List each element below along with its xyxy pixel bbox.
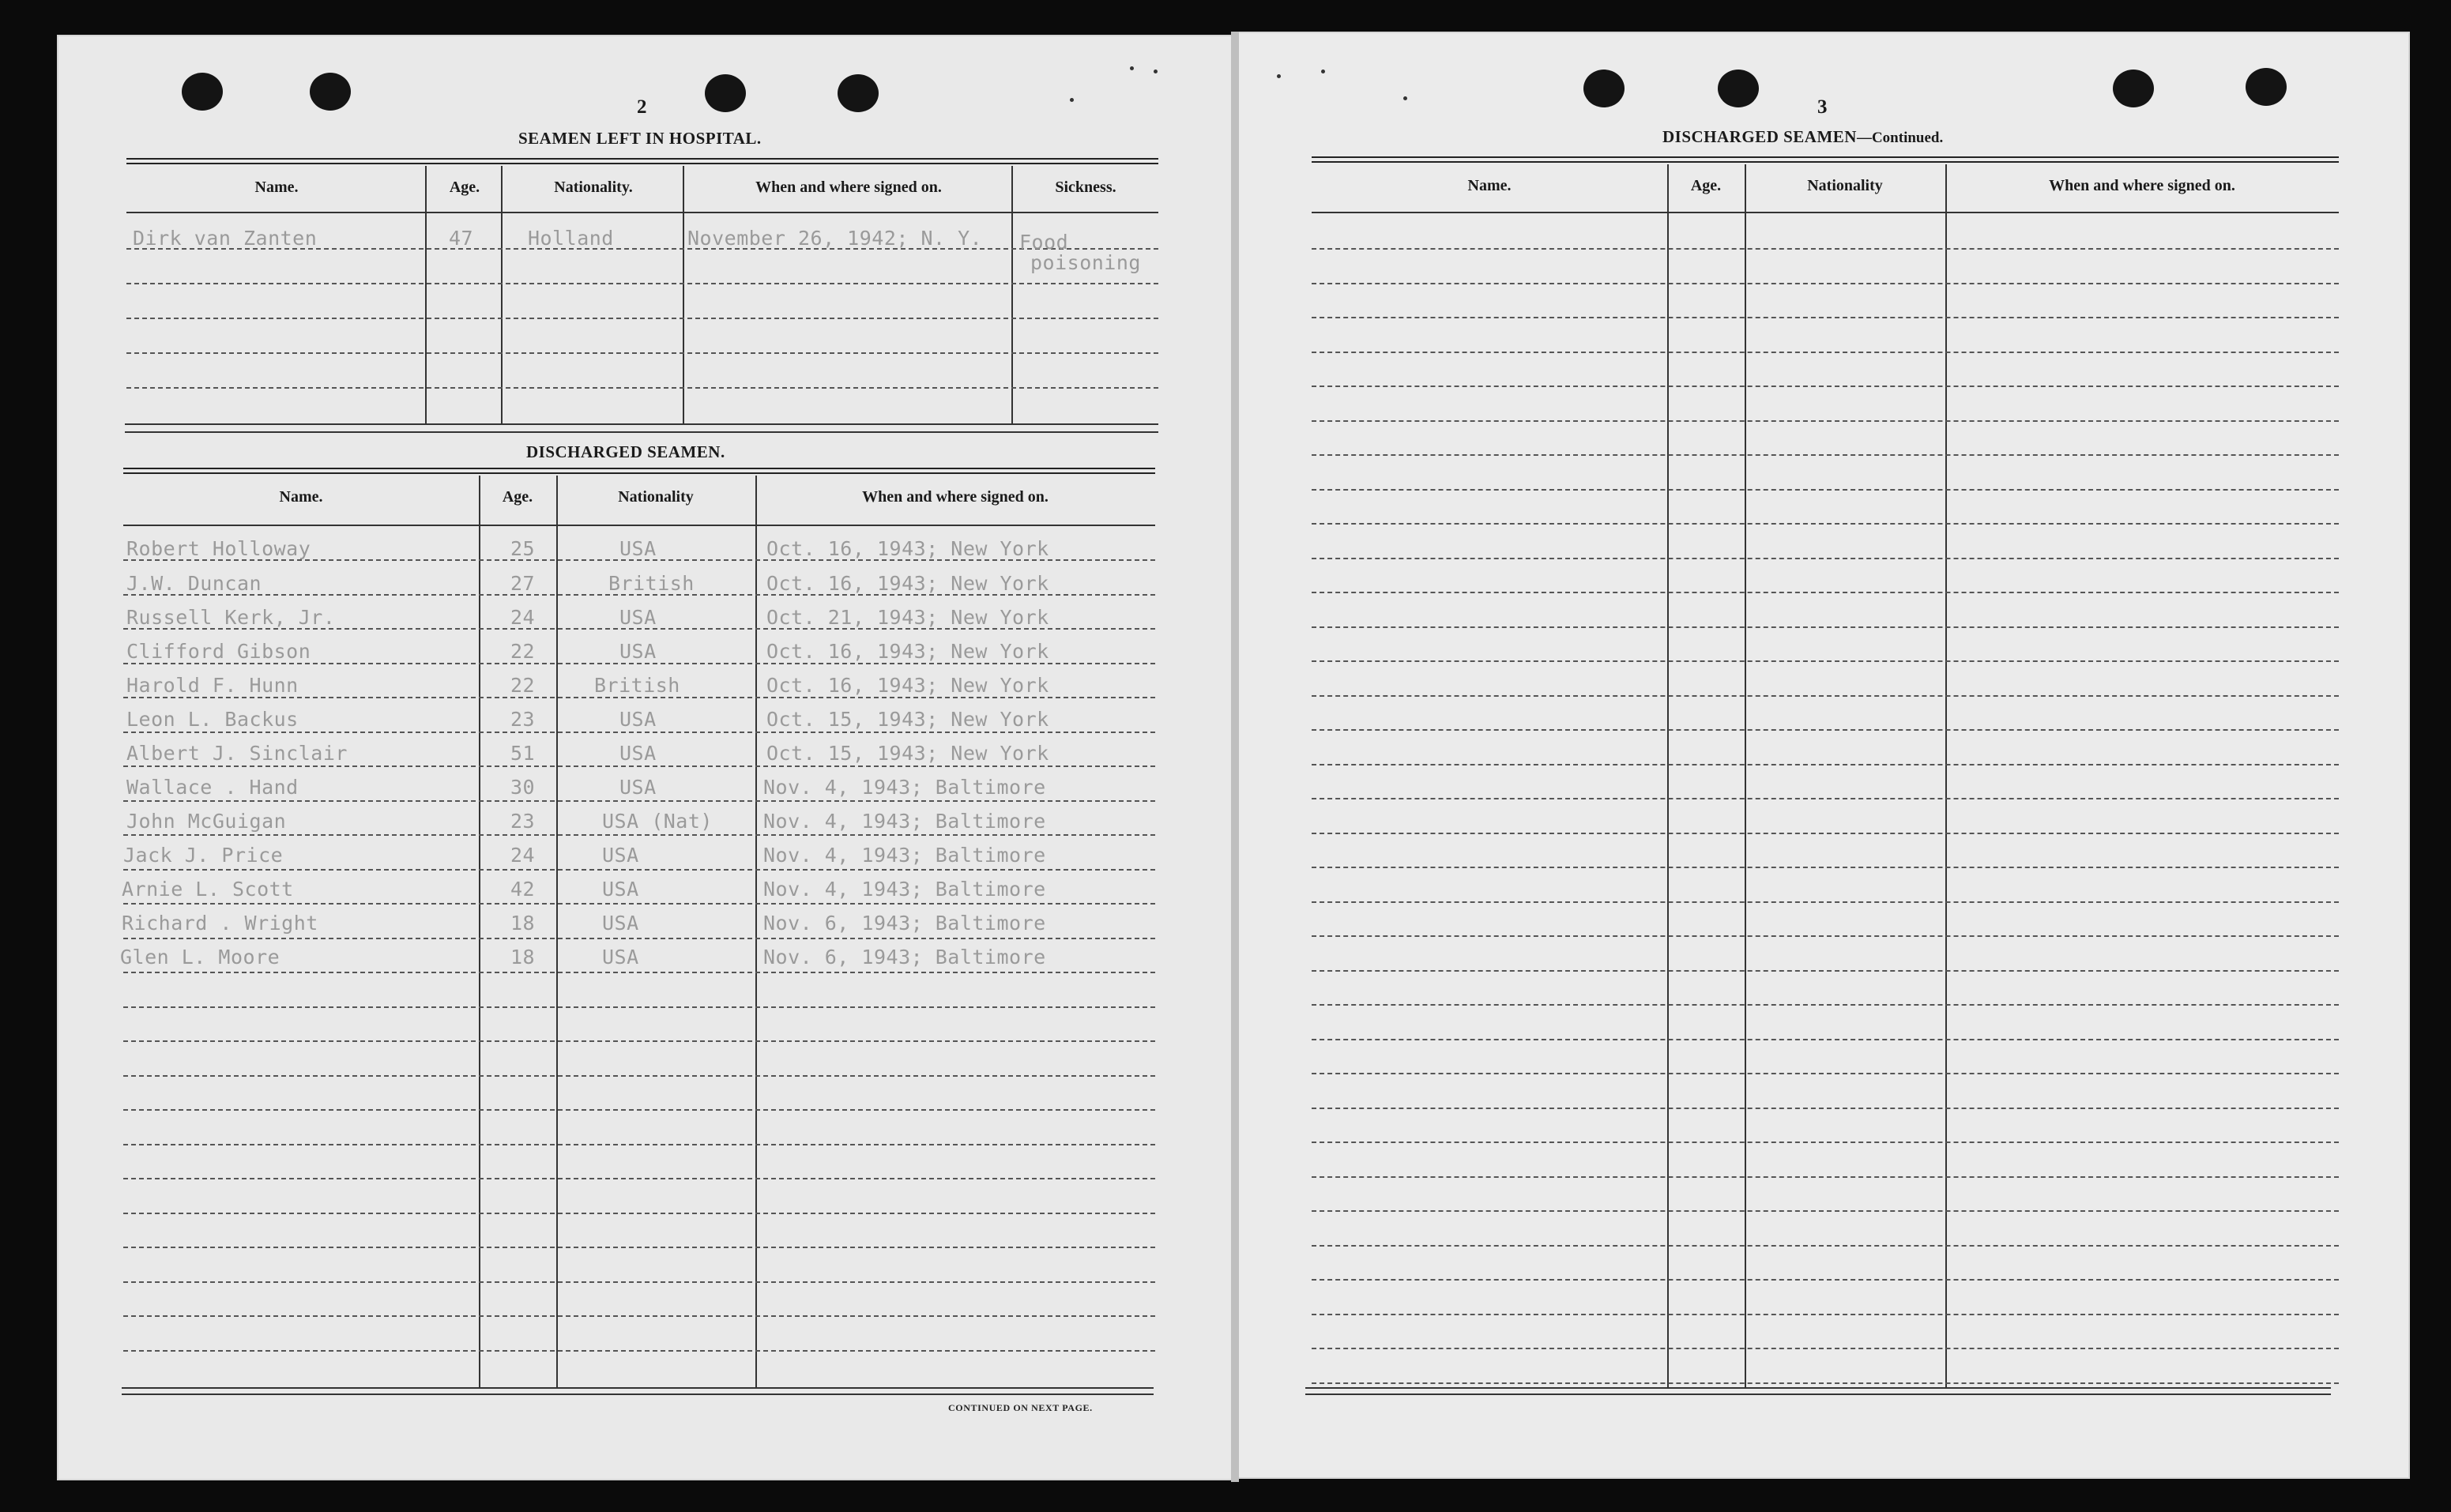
row-rule bbox=[1312, 420, 2339, 422]
row-rule bbox=[1312, 626, 2339, 628]
row-rule bbox=[123, 903, 1155, 905]
discharged-name: Clifford Gibson bbox=[126, 640, 311, 663]
right-header-rule bbox=[1312, 212, 2339, 213]
row-rule bbox=[1312, 386, 2339, 387]
page-gutter bbox=[1231, 32, 1239, 1482]
discharged-signed-on: Nov. 4, 1943; Baltimore bbox=[763, 878, 1046, 901]
continued-footer: CONTINUED ON NEXT PAGE. bbox=[948, 1402, 1093, 1413]
right-top-rule bbox=[1312, 156, 2339, 163]
discharged-age: 24 bbox=[510, 606, 536, 629]
discharged-title: DISCHARGED SEAMEN. bbox=[526, 442, 725, 461]
row-rule bbox=[126, 318, 1158, 319]
discharged-name: Jack J. Price bbox=[123, 844, 284, 867]
discharged-top-rule bbox=[125, 431, 1158, 433]
hospital-col-signed-on: When and where signed on. bbox=[755, 179, 942, 196]
discharged-name: Arnie L. Scott bbox=[122, 878, 294, 901]
discharged-name: Richard . Wright bbox=[122, 912, 318, 935]
discharged-signed-on: Oct. 16, 1943; New York bbox=[766, 640, 1049, 663]
discharged-nationality: USA bbox=[619, 742, 657, 765]
row-rule bbox=[1312, 558, 2339, 559]
hospital-top-rule bbox=[126, 158, 1158, 164]
row-rule bbox=[126, 387, 1158, 389]
row-rule bbox=[123, 1213, 1155, 1214]
discharged-signed-on: Oct. 15, 1943; New York bbox=[766, 742, 1049, 765]
row-rule bbox=[123, 1178, 1155, 1179]
discharged-col-age: Age. bbox=[502, 488, 533, 506]
punch-hole bbox=[182, 73, 223, 111]
discharged-age: 23 bbox=[510, 708, 536, 731]
discharged-bottom-rule bbox=[122, 1387, 1154, 1389]
row-rule bbox=[1312, 1039, 2339, 1040]
discharged-name: Leon L. Backus bbox=[126, 708, 299, 731]
discharged-nationality: USA bbox=[602, 912, 639, 935]
discharged-nationality: USA (Nat) bbox=[602, 810, 713, 833]
row-rule bbox=[123, 732, 1155, 733]
discharged-col-name: Name. bbox=[279, 488, 323, 506]
discharged-signed-on: Nov. 6, 1943; Baltimore bbox=[763, 912, 1046, 935]
discharged-nationality: British bbox=[594, 674, 680, 697]
discharged-age: 22 bbox=[510, 640, 536, 663]
discharged-nationality: USA bbox=[619, 606, 657, 629]
row-rule bbox=[123, 972, 1155, 973]
row-rule bbox=[123, 697, 1155, 698]
discharged-col-nationality: Nationality bbox=[618, 488, 694, 506]
discharged-age: 22 bbox=[510, 674, 536, 697]
row-rule bbox=[123, 1315, 1155, 1317]
row-rule bbox=[123, 1075, 1155, 1077]
speck bbox=[1403, 96, 1407, 100]
hospital-col-divider bbox=[425, 166, 427, 425]
row-rule bbox=[1312, 283, 2339, 284]
discharged-nationality: USA bbox=[602, 844, 639, 867]
discharged-age: 30 bbox=[510, 776, 536, 799]
row-rule bbox=[1312, 1245, 2339, 1247]
punch-hole bbox=[705, 74, 746, 112]
discharged-nationality: USA bbox=[619, 776, 657, 799]
right-col-divider bbox=[1745, 164, 1746, 1387]
discharged-name: Glen L. Moore bbox=[120, 946, 280, 969]
discharged-age: 27 bbox=[510, 572, 536, 595]
discharged-name: J.W. Duncan bbox=[126, 572, 262, 595]
discharged-col-divider bbox=[479, 476, 480, 1389]
right-bottom-rule bbox=[1305, 1387, 2331, 1389]
discharged-age: 23 bbox=[510, 810, 536, 833]
row-rule bbox=[1312, 935, 2339, 937]
discharged-signed-on: Oct. 21, 1943; New York bbox=[766, 606, 1049, 629]
row-rule bbox=[123, 1040, 1155, 1042]
row-rule bbox=[123, 834, 1155, 836]
hospital-title: SEAMEN LEFT IN HOSPITAL. bbox=[518, 129, 762, 148]
row-rule bbox=[1312, 1279, 2339, 1281]
discharged-col-divider bbox=[755, 476, 757, 1389]
discharged-signed-on: Oct. 15, 1943; New York bbox=[766, 708, 1049, 731]
punch-hole bbox=[310, 73, 351, 111]
row-rule bbox=[123, 663, 1155, 664]
discharged-nationality: British bbox=[608, 572, 695, 595]
discharged-age: 51 bbox=[510, 742, 536, 765]
discharged-age: 42 bbox=[510, 878, 536, 901]
hospital-col-sickness: Sickness. bbox=[1055, 179, 1116, 196]
speck bbox=[1070, 98, 1074, 102]
discharged-title-rule bbox=[123, 468, 1155, 474]
hospital-col-divider bbox=[683, 166, 684, 425]
row-rule bbox=[123, 1281, 1155, 1283]
row-rule bbox=[123, 1247, 1155, 1248]
discharged-age: 18 bbox=[510, 946, 536, 969]
discharged-nationality: USA bbox=[619, 640, 657, 663]
row-rule bbox=[1312, 970, 2339, 972]
punch-hole bbox=[838, 74, 879, 112]
row-rule bbox=[123, 765, 1155, 767]
right-col-nationality: Nationality bbox=[1807, 177, 1883, 194]
speck bbox=[1321, 70, 1325, 73]
row-rule bbox=[1312, 1073, 2339, 1074]
discharged-name: John McGuigan bbox=[126, 810, 287, 833]
discharged-col-divider bbox=[556, 476, 558, 1389]
hospital-col-divider bbox=[1011, 166, 1013, 425]
speck bbox=[1154, 70, 1158, 73]
row-rule bbox=[123, 938, 1155, 939]
right-page-number: 3 bbox=[1817, 96, 1828, 118]
right-col-signed-on: When and where signed on. bbox=[2049, 177, 2235, 194]
row-rule bbox=[1312, 867, 2339, 868]
row-rule bbox=[126, 283, 1158, 284]
row-rule bbox=[1312, 764, 2339, 765]
discharged-bottom-rule-2 bbox=[122, 1394, 1154, 1395]
hospital-col-nationality: Nationality. bbox=[554, 179, 633, 196]
punch-hole bbox=[2246, 68, 2287, 106]
row-rule bbox=[1312, 1176, 2339, 1178]
discharged-signed-on: Nov. 4, 1943; Baltimore bbox=[763, 810, 1046, 833]
row-rule bbox=[1312, 798, 2339, 799]
row-rule bbox=[123, 800, 1155, 802]
row-rule bbox=[123, 1109, 1155, 1111]
discharged-signed-on: Nov. 6, 1943; Baltimore bbox=[763, 946, 1046, 969]
row-rule bbox=[1312, 352, 2339, 353]
speck bbox=[1277, 74, 1281, 78]
right-col-name: Name. bbox=[1467, 177, 1512, 194]
row-rule bbox=[1312, 1382, 2339, 1384]
row-rule bbox=[123, 1144, 1155, 1145]
hospital-bottom-rule bbox=[125, 423, 1158, 425]
punch-hole bbox=[1583, 70, 1625, 107]
hospital-name: Dirk van Zanten bbox=[133, 227, 318, 250]
discharged-signed-on: Nov. 4, 1943; Baltimore bbox=[763, 776, 1046, 799]
discharged-col-signed-on: When and where signed on. bbox=[862, 488, 1049, 506]
discharged-name: Albert J. Sinclair bbox=[126, 742, 348, 765]
punch-hole bbox=[2113, 70, 2154, 107]
punch-hole bbox=[1718, 70, 1759, 107]
row-rule bbox=[1312, 1004, 2339, 1006]
row-rule bbox=[1312, 833, 2339, 834]
row-rule bbox=[123, 869, 1155, 871]
row-rule bbox=[1312, 729, 2339, 731]
row-rule bbox=[1312, 1348, 2339, 1349]
discharged-nationality: USA bbox=[602, 946, 639, 969]
row-rule bbox=[1312, 1314, 2339, 1315]
discharged-nationality: USA bbox=[619, 708, 657, 731]
discharged-name: Robert Holloway bbox=[126, 537, 311, 560]
right-col-divider bbox=[1667, 164, 1669, 1387]
row-rule bbox=[126, 352, 1158, 354]
speck bbox=[1130, 66, 1134, 70]
discharged-name: Harold F. Hunn bbox=[126, 674, 299, 697]
right-col-age: Age. bbox=[1690, 177, 1722, 194]
right-title-main: DISCHARGED SEAMEN bbox=[1662, 127, 1857, 146]
hospital-signed-on: November 26, 1942; N. Y. bbox=[687, 227, 983, 250]
row-rule bbox=[1312, 695, 2339, 697]
row-rule bbox=[1312, 523, 2339, 525]
right-col-divider bbox=[1945, 164, 1947, 1387]
row-rule bbox=[1312, 1210, 2339, 1212]
hospital-sickness-line1: Food bbox=[1019, 231, 1069, 254]
discharged-age: 25 bbox=[510, 537, 536, 560]
hospital-col-name: Name. bbox=[254, 179, 299, 196]
discharged-signed-on: Oct. 16, 1943; New York bbox=[766, 674, 1049, 697]
hospital-header-rule bbox=[126, 212, 1158, 213]
row-rule bbox=[1312, 317, 2339, 318]
right-page-title bbox=[1662, 127, 1943, 147]
row-rule bbox=[123, 1006, 1155, 1008]
right-bottom-rule-2 bbox=[1305, 1394, 2331, 1395]
hospital-age: 47 bbox=[449, 227, 474, 250]
hospital-col-age: Age. bbox=[449, 179, 480, 196]
hospital-nationality: Holland bbox=[528, 227, 614, 250]
discharged-name: Russell Kerk, Jr. bbox=[126, 606, 336, 629]
discharged-signed-on: Oct. 16, 1943; New York bbox=[766, 537, 1049, 560]
discharged-name: Wallace . Hand bbox=[126, 776, 299, 799]
row-rule bbox=[1312, 1142, 2339, 1143]
discharged-nationality: USA bbox=[602, 878, 639, 901]
row-rule bbox=[1312, 592, 2339, 593]
row-rule bbox=[1312, 454, 2339, 456]
discharged-age: 18 bbox=[510, 912, 536, 935]
row-rule bbox=[1312, 660, 2339, 662]
row-rule bbox=[123, 1350, 1155, 1352]
left-page-number: 2 bbox=[637, 96, 647, 118]
row-rule bbox=[1312, 489, 2339, 491]
discharged-age: 24 bbox=[510, 844, 536, 867]
discharged-signed-on: Nov. 4, 1943; Baltimore bbox=[763, 844, 1046, 867]
hospital-sickness-line2: poisoning bbox=[1030, 251, 1141, 274]
row-rule bbox=[1312, 248, 2339, 250]
discharged-signed-on: Oct. 16, 1943; New York bbox=[766, 572, 1049, 595]
discharged-nationality: USA bbox=[619, 537, 657, 560]
row-rule bbox=[1312, 1108, 2339, 1109]
hospital-col-divider bbox=[501, 166, 503, 425]
discharged-header-rule bbox=[123, 525, 1155, 526]
row-rule bbox=[1312, 901, 2339, 903]
right-title-continued: —Continued. bbox=[1856, 130, 1944, 146]
